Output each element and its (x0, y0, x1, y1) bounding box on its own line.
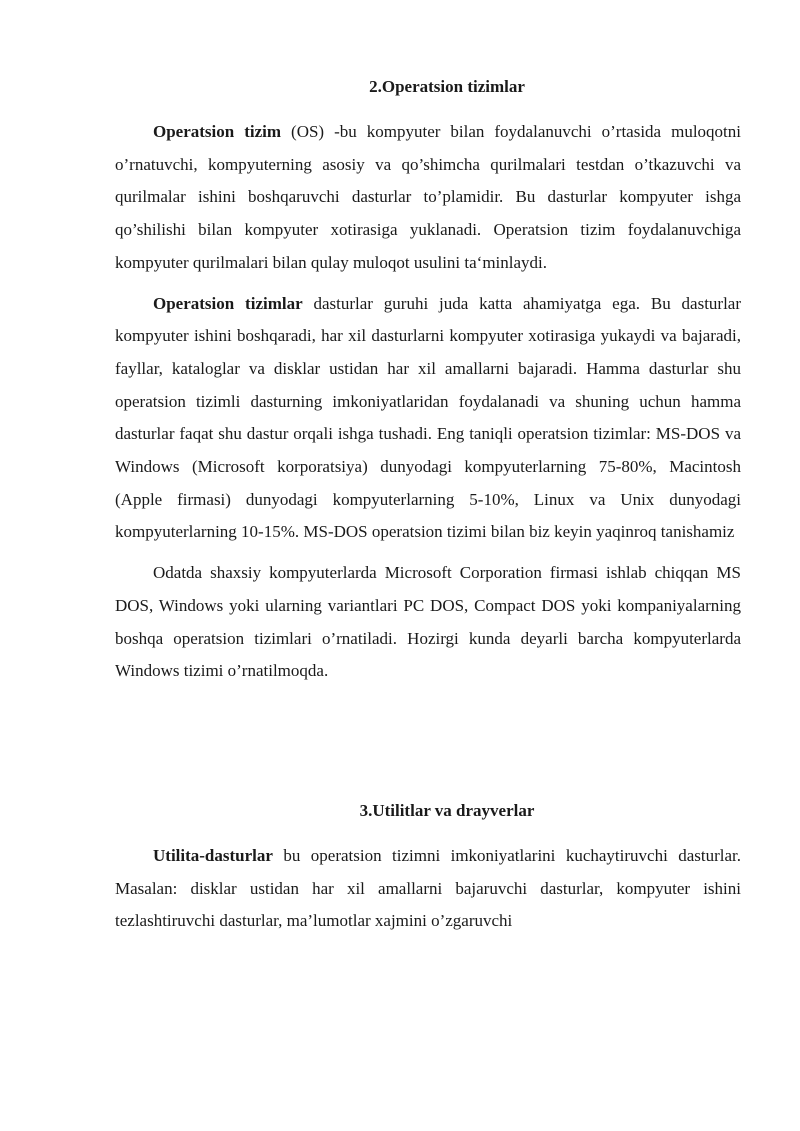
section-3-heading: 3.Utilitlar va drayverlar (359, 800, 535, 820)
term-operatsion-tizimlar: Operatsion tizimlar (153, 293, 303, 313)
section-2-paragraph-3: Odatda shaxsiy kompyuterlarda Microsoft Corporation firmasi ishlab chiqqan MS DOS, Windows yoki ularning variantlari PC DOS, Compact DOS yoki kompaniyalarning boshqa operatsion tizimlari o’rnatiladi. Hozirgi kunda deyarli barcha kompyuterlarda Windows tizimi o’rnatilmoqda. (115, 563, 741, 681)
paragraph-spacer (115, 280, 741, 288)
term-utilita-dasturlar: Utilita-dasturlar (153, 845, 273, 865)
term-operatsion-tizim: Operatsion tizim (153, 122, 282, 141)
section-2-paragraph-2 (115, 288, 741, 550)
paragraph-text: (OS) -bu kompyuter bilan foydalanuvchi o’rtasida muloqotni o’rnatuvchi, kompyuterning asosiy va qo’shimcha qurilmalari testdan o’tkazuvchi va qurilmalar ishini boshqaruvchi dasturlar to’plamidir. Bu dasturlar kompyuter ishga qo’shilishi bilan kompyuter xotirasiga yuklanadi. Operatsion tizim foydalanuvchiga kompyuter qurilmalari bilan qulay muloqot usulini ta‘minlaydi. (115, 122, 741, 272)
paragraph-text: dasturlar guruhi juda katta ahamiyatga ega. Bu dasturlar kompyuter ishini boshqaradi, har xil dasturlarni kompyuter xotirasiga yukaydi va bajaradi, fayllar, kataloglar va disklar ustidan har xil amallarni bajaradi. Hamma dasturlar shu operatsion tizimli dasturning imkoniyatlaridan foydalanadi va shuning uchun hamma dasturlar faqat shu dastur orqali ishga tushadi. Eng taniqli operatsion tizimlar: MS-DOS va Windows (Microsoft korporatsiya) dunyodagi kompyuterlarning 75-80%, Macintosh (Apple firmasi) dunyodagi kompyuterlarning 5-10%, Linux va Unix dunyodagi kompyuterlarning 10-15%. MS-DOS operatsion tizimi bilan biz keyin yaqinroq tanishamiz (115, 293, 742, 542)
section-2-heading: 2.Operatsion tizimlar (369, 77, 525, 96)
section-spacer (115, 688, 741, 800)
paragraph-spacer (115, 549, 741, 557)
page-content (115, 76, 741, 938)
paragraph-text: bu operatsion tizimni imkoniyatlarini kuchaytiruvchi dasturlar. Masalan: disklar ustidan har xil amallarni bajaruvchi dasturlar, kompyuter ishini tezlashtiruvchi dasturlar, ma’lumotlar xajmini o’zgaruvchi (115, 845, 741, 931)
section-2-paragraph-1 (115, 116, 741, 280)
section-3-paragraph-1 (115, 840, 741, 938)
